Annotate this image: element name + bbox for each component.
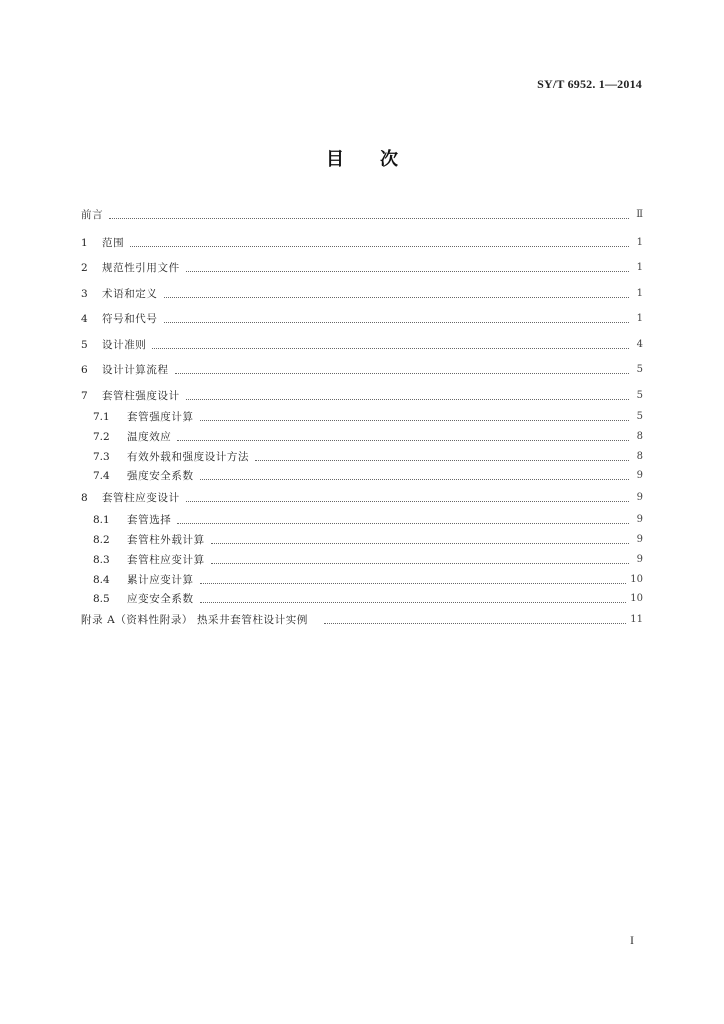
- toc-entry-number: 8.5: [93, 593, 110, 605]
- toc-entry-page: 1: [636, 237, 643, 248]
- toc-dot-leader: [186, 271, 629, 272]
- toc-entry-label: 套管选择: [127, 514, 172, 526]
- toc-entry-page: Ⅱ: [636, 209, 643, 220]
- toc-entry-page: 4: [636, 339, 643, 350]
- toc-entry-number: 8.1: [93, 514, 110, 526]
- toc-entry-label: 术语和定义: [102, 288, 158, 300]
- toc-entry-number: 3: [81, 288, 88, 300]
- toc-entry-page: 9: [636, 534, 643, 545]
- toc-entry-number: 5: [81, 339, 88, 351]
- toc-entry-label: 套管柱强度设计: [102, 390, 180, 402]
- toc-dot-leader: [186, 501, 629, 502]
- toc-entry-8-2[interactable]: [93, 531, 643, 547]
- page-title: [0, 145, 724, 171]
- toc-entry-label: 规范性引用文件: [102, 262, 180, 274]
- toc-entry-label: 有效外载和强度设计方法: [127, 451, 250, 463]
- toc-dot-leader: [186, 399, 629, 400]
- toc-entry-2[interactable]: [81, 259, 643, 275]
- toc-entry-label: 设计准则: [102, 339, 147, 351]
- toc-dot-leader: [109, 218, 629, 219]
- page-number: I: [630, 933, 634, 947]
- toc-entry-8-1[interactable]: [93, 511, 643, 527]
- toc-entry-3[interactable]: [81, 285, 643, 301]
- toc-entry-number: 6: [81, 364, 88, 376]
- toc-entry-7-1[interactable]: [93, 408, 643, 424]
- toc-dot-leader: [177, 523, 629, 524]
- toc-entry-number: 7.3: [93, 451, 110, 463]
- toc-entry-page: 1: [636, 313, 643, 324]
- toc-entry-number: 8.3: [93, 554, 110, 566]
- toc-dot-leader: [152, 348, 629, 349]
- toc-entry-label: 累计应变计算: [127, 574, 194, 586]
- toc-dot-leader: [200, 602, 627, 603]
- toc-entry-page: 10: [630, 574, 643, 585]
- toc-entry-label: 符号和代号: [102, 313, 158, 325]
- toc-entry-number: 8.2: [93, 534, 110, 546]
- toc-dot-leader: [200, 420, 629, 421]
- toc-dot-leader: [211, 543, 629, 544]
- toc-entry-label: 强度安全系数: [127, 470, 194, 482]
- toc-entry-number: 1: [81, 237, 88, 249]
- toc-entry-4[interactable]: [81, 310, 643, 326]
- toc-entry-6[interactable]: [81, 361, 643, 377]
- toc-entry-label: 应变安全系数: [127, 593, 194, 605]
- toc-entry-page: 10: [630, 593, 643, 604]
- toc-entry-8-3[interactable]: [93, 551, 643, 567]
- toc-entry-page: 9: [636, 514, 643, 525]
- toc-entry-5[interactable]: [81, 336, 643, 352]
- toc-entry-label: 套管柱外载计算: [127, 534, 205, 546]
- toc-entry-label: 套管柱应变设计: [102, 492, 180, 504]
- toc-entry-number: 4: [81, 313, 88, 325]
- toc-dot-leader: [200, 583, 627, 584]
- toc-dot-leader: [211, 563, 629, 564]
- toc-entry-label: 设计计算流程: [102, 364, 169, 376]
- toc-entry-label: 套管柱应变计算: [127, 554, 205, 566]
- toc-entry-number: 8.4: [93, 574, 110, 586]
- toc-entry-page: 8: [636, 431, 643, 442]
- toc-entry-page: 11: [630, 614, 643, 625]
- toc-entry-number: 7: [81, 390, 88, 402]
- toc-dot-leader: [177, 440, 629, 441]
- standard-code: SY/T 6952. 1—2014: [537, 77, 642, 91]
- toc-dot-leader: [200, 479, 629, 480]
- toc-entry-page: 9: [636, 470, 643, 481]
- title-char-1: 目: [326, 149, 344, 170]
- toc-entry-number: 7.1: [93, 411, 110, 423]
- toc-entry-label: 范围: [102, 237, 125, 249]
- toc-entry-page: 9: [636, 492, 643, 503]
- toc-dot-leader: [164, 297, 630, 298]
- toc-entry-appendix-a[interactable]: [81, 611, 643, 627]
- toc-entry-number: 8: [81, 492, 88, 504]
- toc-entry-page: 5: [636, 364, 643, 375]
- toc-entry-page: 5: [636, 411, 643, 422]
- toc-entry-1[interactable]: [81, 234, 643, 250]
- toc-entry-7-2[interactable]: [93, 428, 643, 444]
- toc-entry-page: 1: [636, 262, 643, 273]
- toc-dot-leader: [130, 246, 629, 247]
- toc-dot-leader: [164, 322, 630, 323]
- toc-entry-number: 7.4: [93, 470, 110, 482]
- toc-entry-label: 温度效应: [127, 431, 172, 443]
- toc-entry-7-3[interactable]: [93, 448, 643, 464]
- toc-entry-page: 9: [636, 554, 643, 565]
- toc-entry-page: 1: [636, 288, 643, 299]
- toc-entry-preface[interactable]: [81, 206, 643, 222]
- toc-entry-page: 8: [636, 451, 643, 462]
- toc-entry-label: 前言: [81, 209, 104, 221]
- toc-entry-7-4[interactable]: [93, 467, 643, 483]
- toc-entry-7[interactable]: [81, 387, 643, 403]
- title-char-2: 次: [380, 149, 398, 170]
- toc-entry-label: 附录 A（资料性附录） 热采井套管柱设计实例: [81, 614, 308, 626]
- toc-entry-number: 7.2: [93, 431, 110, 443]
- toc-dot-leader: [255, 460, 629, 461]
- toc-entry-8-5[interactable]: [93, 590, 643, 606]
- toc-entry-number: 2: [81, 262, 88, 274]
- toc-dot-leader: [175, 373, 629, 374]
- toc-dot-leader: [324, 623, 626, 624]
- toc-entry-8[interactable]: [81, 489, 643, 505]
- toc-entry-page: 5: [636, 390, 643, 401]
- toc-entry-label: 套管强度计算: [127, 411, 194, 423]
- toc-entry-8-4[interactable]: [93, 571, 643, 587]
